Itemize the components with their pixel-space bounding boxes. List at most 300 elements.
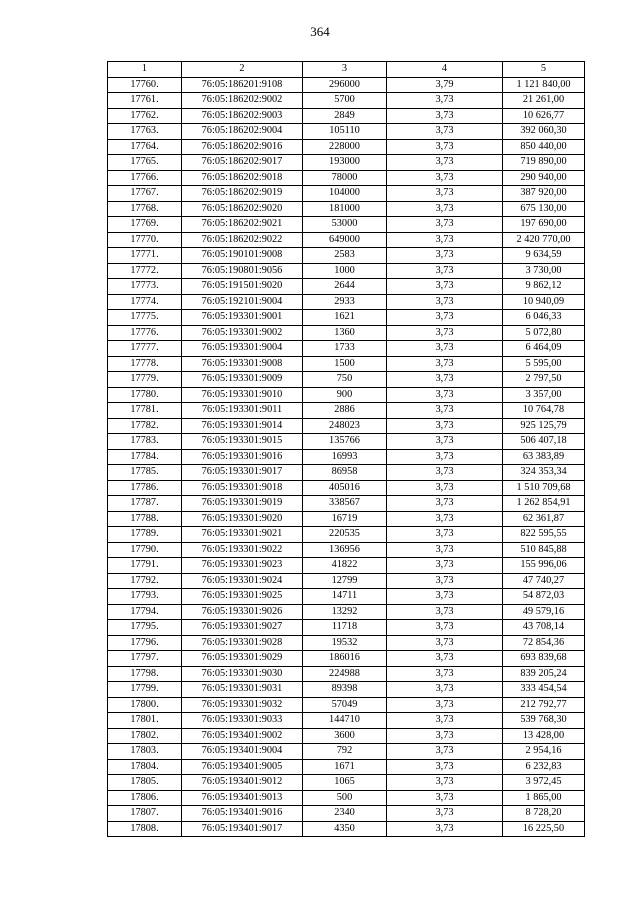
area-cell: 1671: [303, 759, 387, 775]
area-cell: 338567: [303, 496, 387, 512]
area-cell: 1360: [303, 325, 387, 341]
amount-cell: 1 121 840,00: [503, 77, 585, 93]
area-cell: 228000: [303, 139, 387, 155]
rate-cell: 3,73: [387, 310, 503, 326]
row-number-cell: 17766.: [108, 170, 182, 186]
row-number-cell: 17772.: [108, 263, 182, 279]
area-cell: 224988: [303, 666, 387, 682]
area-cell: 57049: [303, 697, 387, 713]
cadastral-number-cell: 76:05:186202:9002: [182, 93, 303, 109]
amount-cell: 2 797,50: [503, 372, 585, 388]
cadastral-number-cell: 76:05:193301:9009: [182, 372, 303, 388]
column-header-4: 4: [387, 62, 503, 78]
data-table-container: [107, 61, 585, 837]
cadastral-number-cell: 76:05:193301:9021: [182, 527, 303, 543]
area-cell: 89398: [303, 682, 387, 698]
rate-cell: 3,73: [387, 294, 503, 310]
cadastral-number-cell: 76:05:186202:9018: [182, 170, 303, 186]
rate-cell: 3,73: [387, 651, 503, 667]
table-row: [108, 170, 585, 186]
table-row: [108, 744, 585, 760]
cadastral-number-cell: 76:05:186202:9019: [182, 186, 303, 202]
rate-cell: 3,73: [387, 434, 503, 450]
amount-cell: 62 361,87: [503, 511, 585, 527]
cadastral-number-cell: 76:05:193401:9004: [182, 744, 303, 760]
table-row: [108, 558, 585, 574]
rate-cell: 3,73: [387, 170, 503, 186]
area-cell: 1733: [303, 341, 387, 357]
area-cell: 86958: [303, 465, 387, 481]
cadastral-number-cell: 76:05:193301:9002: [182, 325, 303, 341]
area-cell: 649000: [303, 232, 387, 248]
rate-cell: 3,73: [387, 418, 503, 434]
cadastral-number-cell: 76:05:193301:9032: [182, 697, 303, 713]
table-row: [108, 93, 585, 109]
area-cell: 2340: [303, 806, 387, 822]
cadastral-number-cell: 76:05:193301:9017: [182, 465, 303, 481]
rate-cell: 3,73: [387, 356, 503, 372]
area-cell: 900: [303, 387, 387, 403]
cadastral-number-cell: 76:05:193301:9024: [182, 573, 303, 589]
area-cell: 1500: [303, 356, 387, 372]
amount-cell: 6 046,33: [503, 310, 585, 326]
cadastral-number-cell: 76:05:190101:9008: [182, 248, 303, 264]
amount-cell: 510 845,88: [503, 542, 585, 558]
row-number-cell: 17789.: [108, 527, 182, 543]
rate-cell: 3,73: [387, 496, 503, 512]
table-row: [108, 651, 585, 667]
table-row: [108, 527, 585, 543]
cadastral-number-cell: 76:05:193301:9027: [182, 620, 303, 636]
table-row: [108, 232, 585, 248]
cadastral-number-cell: 76:05:193301:9015: [182, 434, 303, 450]
table-row: [108, 713, 585, 729]
amount-cell: 72 854,36: [503, 635, 585, 651]
table-row: [108, 124, 585, 140]
amount-cell: 539 768,30: [503, 713, 585, 729]
cadastral-number-cell: 76:05:186202:9021: [182, 217, 303, 233]
cadastral-number-cell: 76:05:193301:9019: [182, 496, 303, 512]
table-row: [108, 108, 585, 124]
row-number-cell: 17773.: [108, 279, 182, 295]
amount-cell: 49 579,16: [503, 604, 585, 620]
rate-cell: 3,73: [387, 635, 503, 651]
rate-cell: 3,73: [387, 713, 503, 729]
area-cell: 220535: [303, 527, 387, 543]
table-row: [108, 418, 585, 434]
area-cell: 2886: [303, 403, 387, 419]
area-cell: 12799: [303, 573, 387, 589]
area-cell: 41822: [303, 558, 387, 574]
row-number-cell: 17771.: [108, 248, 182, 264]
row-number-cell: 17780.: [108, 387, 182, 403]
cadastral-number-cell: 76:05:193301:9028: [182, 635, 303, 651]
rate-cell: 3,73: [387, 93, 503, 109]
area-cell: 1000: [303, 263, 387, 279]
row-number-cell: 17761.: [108, 93, 182, 109]
table-row: [108, 310, 585, 326]
table-row: [108, 186, 585, 202]
rate-cell: 3,73: [387, 589, 503, 605]
cadastral-number-cell: 76:05:191501:9020: [182, 279, 303, 295]
amount-cell: 290 940,00: [503, 170, 585, 186]
rate-cell: 3,73: [387, 527, 503, 543]
table-row: [108, 139, 585, 155]
amount-cell: 21 261,00: [503, 93, 585, 109]
area-cell: 104000: [303, 186, 387, 202]
row-number-cell: 17800.: [108, 697, 182, 713]
table-row: [108, 325, 585, 341]
amount-cell: 10 940,09: [503, 294, 585, 310]
amount-cell: 850 440,00: [503, 139, 585, 155]
table-row: [108, 294, 585, 310]
amount-cell: 2 420 770,00: [503, 232, 585, 248]
rate-cell: 3,73: [387, 449, 503, 465]
area-cell: 19532: [303, 635, 387, 651]
amount-cell: 1 262 854,91: [503, 496, 585, 512]
cadastral-number-cell: 76:05:193301:9030: [182, 666, 303, 682]
rate-cell: 3,73: [387, 666, 503, 682]
cadastral-number-cell: 76:05:193301:9016: [182, 449, 303, 465]
row-number-cell: 17769.: [108, 217, 182, 233]
amount-cell: 6 464,09: [503, 341, 585, 357]
area-cell: 2933: [303, 294, 387, 310]
table-row: [108, 620, 585, 636]
amount-cell: 43 708,14: [503, 620, 585, 636]
rate-cell: 3,73: [387, 511, 503, 527]
table-row: [108, 496, 585, 512]
rate-cell: 3,73: [387, 279, 503, 295]
row-number-cell: 17788.: [108, 511, 182, 527]
row-number-cell: 17796.: [108, 635, 182, 651]
amount-cell: 1 865,00: [503, 790, 585, 806]
row-number-cell: 17804.: [108, 759, 182, 775]
rate-cell: 3,73: [387, 682, 503, 698]
table-row: [108, 403, 585, 419]
rate-cell: 3,73: [387, 263, 503, 279]
row-number-cell: 17775.: [108, 310, 182, 326]
rate-cell: 3,73: [387, 387, 503, 403]
area-cell: 792: [303, 744, 387, 760]
row-number-cell: 17792.: [108, 573, 182, 589]
area-cell: 1065: [303, 775, 387, 791]
cadastral-number-cell: 76:05:186202:9003: [182, 108, 303, 124]
cadastral-number-cell: 76:05:186201:9108: [182, 77, 303, 93]
cadastral-number-cell: 76:05:193301:9022: [182, 542, 303, 558]
rate-cell: 3,73: [387, 403, 503, 419]
row-number-cell: 17799.: [108, 682, 182, 698]
cadastral-number-cell: 76:05:193301:9025: [182, 589, 303, 605]
cadastral-number-cell: 76:05:193401:9002: [182, 728, 303, 744]
row-number-cell: 17768.: [108, 201, 182, 217]
rate-cell: 3,73: [387, 155, 503, 171]
amount-cell: 212 792,77: [503, 697, 585, 713]
rate-cell: 3,73: [387, 697, 503, 713]
table-row: [108, 542, 585, 558]
cadastral-number-cell: 76:05:193301:9020: [182, 511, 303, 527]
cadastral-number-cell: 76:05:193301:9011: [182, 403, 303, 419]
cadastral-number-cell: 76:05:193301:9010: [182, 387, 303, 403]
rate-cell: 3,73: [387, 217, 503, 233]
table-row: [108, 806, 585, 822]
table-row: [108, 263, 585, 279]
table-row: [108, 790, 585, 806]
amount-cell: 5 072,80: [503, 325, 585, 341]
column-header-1: 1: [108, 62, 182, 78]
amount-cell: 6 232,83: [503, 759, 585, 775]
cadastral-number-cell: 76:05:193301:9031: [182, 682, 303, 698]
amount-cell: 3 972,45: [503, 775, 585, 791]
amount-cell: 3 730,00: [503, 263, 585, 279]
table-row: [108, 635, 585, 651]
area-cell: 3600: [303, 728, 387, 744]
rate-cell: 3,73: [387, 372, 503, 388]
area-cell: 4350: [303, 821, 387, 837]
table-row: [108, 604, 585, 620]
rate-cell: 3,73: [387, 325, 503, 341]
rate-cell: 3,73: [387, 806, 503, 822]
row-number-cell: 17807.: [108, 806, 182, 822]
row-number-cell: 17806.: [108, 790, 182, 806]
rate-cell: 3,73: [387, 744, 503, 760]
amount-cell: 155 996,06: [503, 558, 585, 574]
data-table: [107, 61, 585, 837]
amount-cell: 3 357,00: [503, 387, 585, 403]
area-cell: 2644: [303, 279, 387, 295]
table-row: [108, 434, 585, 450]
table-row: [108, 248, 585, 264]
area-cell: 2583: [303, 248, 387, 264]
amount-cell: 333 454,54: [503, 682, 585, 698]
amount-cell: 822 595,55: [503, 527, 585, 543]
cadastral-number-cell: 76:05:193301:9026: [182, 604, 303, 620]
amount-cell: 2 954,16: [503, 744, 585, 760]
table-row: [108, 356, 585, 372]
amount-cell: 63 383,89: [503, 449, 585, 465]
area-cell: 296000: [303, 77, 387, 93]
amount-cell: 9 634,59: [503, 248, 585, 264]
table-row: [108, 77, 585, 93]
row-number-cell: 17776.: [108, 325, 182, 341]
cadastral-number-cell: 76:05:193301:9004: [182, 341, 303, 357]
row-number-cell: 17808.: [108, 821, 182, 837]
area-cell: 16993: [303, 449, 387, 465]
area-cell: 248023: [303, 418, 387, 434]
rate-cell: 3,73: [387, 542, 503, 558]
row-number-cell: 17794.: [108, 604, 182, 620]
rate-cell: 3,73: [387, 759, 503, 775]
amount-cell: 8 728,20: [503, 806, 585, 822]
table-row: [108, 449, 585, 465]
area-cell: 144710: [303, 713, 387, 729]
table-body: [108, 77, 585, 837]
amount-cell: 693 839,68: [503, 651, 585, 667]
rate-cell: 3,73: [387, 248, 503, 264]
page-number: 364: [310, 24, 330, 39]
rate-cell: 3,73: [387, 790, 503, 806]
rate-cell: 3,73: [387, 341, 503, 357]
rate-cell: 3,73: [387, 821, 503, 837]
table-row: [108, 217, 585, 233]
table-row: [108, 201, 585, 217]
rate-cell: 3,73: [387, 232, 503, 248]
table-row: [108, 573, 585, 589]
amount-cell: 719 890,00: [503, 155, 585, 171]
row-number-cell: 17802.: [108, 728, 182, 744]
area-cell: 186016: [303, 651, 387, 667]
rate-cell: 3,73: [387, 465, 503, 481]
amount-cell: 10 764,78: [503, 403, 585, 419]
table-row: [108, 480, 585, 496]
amount-cell: 839 205,24: [503, 666, 585, 682]
amount-cell: 324 353,34: [503, 465, 585, 481]
table-row: [108, 387, 585, 403]
rate-cell: 3,73: [387, 108, 503, 124]
area-cell: 750: [303, 372, 387, 388]
amount-cell: 13 428,00: [503, 728, 585, 744]
row-number-cell: 17798.: [108, 666, 182, 682]
amount-cell: 10 626,77: [503, 108, 585, 124]
table-row: [108, 465, 585, 481]
amount-cell: 9 862,12: [503, 279, 585, 295]
row-number-cell: 17770.: [108, 232, 182, 248]
rate-cell: 3,73: [387, 558, 503, 574]
column-header-5: 5: [503, 62, 585, 78]
table-row: [108, 728, 585, 744]
area-cell: 193000: [303, 155, 387, 171]
rate-cell: 3,79: [387, 77, 503, 93]
row-number-cell: 17782.: [108, 418, 182, 434]
rate-cell: 3,73: [387, 139, 503, 155]
area-cell: 78000: [303, 170, 387, 186]
row-number-cell: 17791.: [108, 558, 182, 574]
area-cell: 5700: [303, 93, 387, 109]
amount-cell: 387 920,00: [503, 186, 585, 202]
rate-cell: 3,73: [387, 728, 503, 744]
area-cell: 136956: [303, 542, 387, 558]
table-row: [108, 155, 585, 171]
area-cell: 405016: [303, 480, 387, 496]
row-number-cell: 17763.: [108, 124, 182, 140]
amount-cell: 392 060,30: [503, 124, 585, 140]
row-number-cell: 17801.: [108, 713, 182, 729]
row-number-cell: 17781.: [108, 403, 182, 419]
row-number-cell: 17765.: [108, 155, 182, 171]
amount-cell: 506 407,18: [503, 434, 585, 450]
cadastral-number-cell: 76:05:186202:9022: [182, 232, 303, 248]
row-number-cell: 17762.: [108, 108, 182, 124]
rate-cell: 3,73: [387, 480, 503, 496]
cadastral-number-cell: 76:05:186202:9004: [182, 124, 303, 140]
table-row: [108, 372, 585, 388]
area-cell: 135766: [303, 434, 387, 450]
rate-cell: 3,73: [387, 124, 503, 140]
row-number-cell: 17764.: [108, 139, 182, 155]
cadastral-number-cell: 76:05:193301:9001: [182, 310, 303, 326]
row-number-cell: 17793.: [108, 589, 182, 605]
row-number-cell: 17785.: [108, 465, 182, 481]
table-header-row: [108, 62, 585, 78]
amount-cell: 16 225,50: [503, 821, 585, 837]
cadastral-number-cell: 76:05:193301:9018: [182, 480, 303, 496]
column-header-3: 3: [303, 62, 387, 78]
row-number-cell: 17805.: [108, 775, 182, 791]
table-row: [108, 279, 585, 295]
cadastral-number-cell: 76:05:193301:9023: [182, 558, 303, 574]
row-number-cell: 17784.: [108, 449, 182, 465]
cadastral-number-cell: 76:05:193301:9033: [182, 713, 303, 729]
rate-cell: 3,73: [387, 573, 503, 589]
amount-cell: 675 130,00: [503, 201, 585, 217]
rate-cell: 3,73: [387, 775, 503, 791]
cadastral-number-cell: 76:05:193401:9016: [182, 806, 303, 822]
area-cell: 1621: [303, 310, 387, 326]
amount-cell: 5 595,00: [503, 356, 585, 372]
rate-cell: 3,73: [387, 186, 503, 202]
table-row: [108, 341, 585, 357]
cadastral-number-cell: 76:05:186202:9017: [182, 155, 303, 171]
area-cell: 14711: [303, 589, 387, 605]
amount-cell: 925 125,79: [503, 418, 585, 434]
amount-cell: 54 872,03: [503, 589, 585, 605]
amount-cell: 1 510 709,68: [503, 480, 585, 496]
cadastral-number-cell: 76:05:193401:9017: [182, 821, 303, 837]
cadastral-number-cell: 76:05:186202:9016: [182, 139, 303, 155]
cadastral-number-cell: 76:05:193401:9013: [182, 790, 303, 806]
area-cell: 500: [303, 790, 387, 806]
cadastral-number-cell: 76:05:193301:9008: [182, 356, 303, 372]
table-row: [108, 666, 585, 682]
rate-cell: 3,73: [387, 620, 503, 636]
row-number-cell: 17777.: [108, 341, 182, 357]
table-row: [108, 682, 585, 698]
column-header-2: 2: [182, 62, 303, 78]
row-number-cell: 17797.: [108, 651, 182, 667]
table-row: [108, 821, 585, 837]
row-number-cell: 17767.: [108, 186, 182, 202]
table-row: [108, 589, 585, 605]
row-number-cell: 17787.: [108, 496, 182, 512]
row-number-cell: 17760.: [108, 77, 182, 93]
area-cell: 105110: [303, 124, 387, 140]
row-number-cell: 17783.: [108, 434, 182, 450]
cadastral-number-cell: 76:05:193401:9012: [182, 775, 303, 791]
table-row: [108, 697, 585, 713]
cadastral-number-cell: 76:05:193301:9014: [182, 418, 303, 434]
amount-cell: 47 740,27: [503, 573, 585, 589]
rate-cell: 3,73: [387, 201, 503, 217]
cadastral-number-cell: 76:05:190801:9056: [182, 263, 303, 279]
area-cell: 2849: [303, 108, 387, 124]
table-row: [108, 511, 585, 527]
row-number-cell: 17803.: [108, 744, 182, 760]
cadastral-number-cell: 76:05:193401:9005: [182, 759, 303, 775]
cadastral-number-cell: 76:05:186202:9020: [182, 201, 303, 217]
area-cell: 11718: [303, 620, 387, 636]
cadastral-number-cell: 76:05:193301:9029: [182, 651, 303, 667]
area-cell: 16719: [303, 511, 387, 527]
row-number-cell: 17790.: [108, 542, 182, 558]
row-number-cell: 17778.: [108, 356, 182, 372]
area-cell: 13292: [303, 604, 387, 620]
row-number-cell: 17774.: [108, 294, 182, 310]
area-cell: 53000: [303, 217, 387, 233]
row-number-cell: 17795.: [108, 620, 182, 636]
area-cell: 181000: [303, 201, 387, 217]
row-number-cell: 17786.: [108, 480, 182, 496]
amount-cell: 197 690,00: [503, 217, 585, 233]
table-row: [108, 775, 585, 791]
